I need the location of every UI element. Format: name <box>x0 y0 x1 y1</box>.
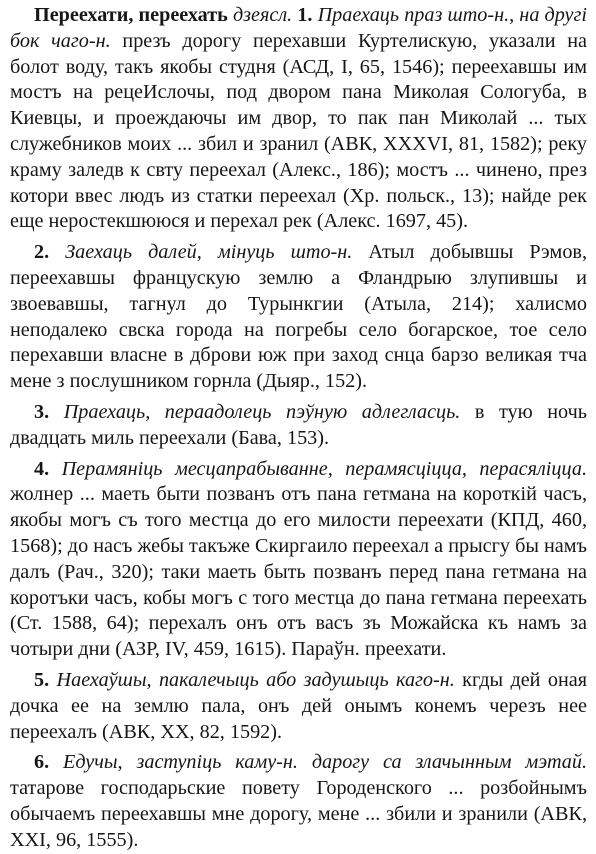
sense-citations: Атыл добывшы Рэмов, переехавшы францускую землю а Фландрыю злупившы и звоевавшы, тагнул до Турынкгии (Атыла, 214); халисмо неподалеко свска города на погребы село богарское, тое село перехавши власне в дброви юж при заход снца барзо великая тча мене з послушником горнла (Дыяр., 152). <box>10 241 587 393</box>
sense-citations: жолнер ... маеть быти позванъ отъ пана гетмана на короткій часъ, якобы могъ съ того местца до его милости переехати (КПД, 460, 1568); до насъ жебы такъже Скиргаило переехал а прысгу бы намъ далъ (Рач., 320); таки маеть быть позванъ перед пана гетмана на коротъки часъ, кобы могъ с того местца до пана гетмана переехать (Ст. 1588, 64); перехалъ онъ отъ васъ зъ Можайска къ намъ за чотыри дни (АЗР, IV, 459, 1615). Параўн. преехати. <box>10 483 587 661</box>
sense-number: 5. <box>34 668 50 691</box>
sense-citations: в тую ночь двадцать миль переехали (Бава, 153). <box>10 400 587 449</box>
dictionary-entry-sense-2 <box>10 240 587 395</box>
dictionary-entry-sense-4 <box>10 457 587 663</box>
sense-citations: татарове господарьские повету Городенского ... розбойнымъ обычаемъ переехавшы мне дорогу, мене ... збили и зранили (АВК, XXI, 96, 1555). <box>10 777 587 851</box>
sense-definition: Заехаць далей, мінуць што-н. <box>65 241 353 264</box>
sense-number: 1. <box>297 4 313 26</box>
sense-definition: Наехаўшы, пакалечыць або задушыць каго-н. <box>56 668 455 691</box>
dictionary-entry-sense-1 <box>10 3 587 235</box>
sense-number: 3. <box>34 400 50 423</box>
sense-citations: кгды дей оная дочка ее на землю пала, онъ дей онымъ конемъ черезъ нее переехалъ (АВК, XX, 82, 1592). <box>10 668 588 743</box>
sense-citations: презъ дорогу перехавши Куртелискую, указали на болот воду, такъ якобы студня (АСД, I, 65, 1546); переехавшы им мостъ на рецеИслочы, под двором пана Миколая Сологуба, в Киевцы, и проеждаючы им двор, то пак пан Миколай ... тых служебников моих ... збил и зранил (АВК, XXXVI, 81, 1582); реку краму заледв к свту переехал (Алекс., 186); мостъ ... чинено, през котори ввес людъ из статки переехал (Хр. польск., 13); найде рек еще неростекшююся и перехал рек (Алекс. 1697, 45). <box>10 29 588 233</box>
dictionary-entry-sense-6 <box>10 750 587 853</box>
dictionary-entry-sense-5 <box>10 668 587 745</box>
sense-definition: Перамяніць месцапрабыванне, перамясціцца, перасяліцца. <box>61 457 587 480</box>
sense-definition: Едучы, заступіць каму-н. дарогу са злачынным мэтай. <box>63 751 587 774</box>
entry-headword: Переехати, переехать <box>34 4 228 26</box>
sense-definition: Праехаць, пераадолець пэўную адлегласць. <box>63 400 461 423</box>
sense-number: 4. <box>34 457 50 480</box>
part-of-speech: дзеясл. <box>232 4 293 26</box>
dictionary-entry-sense-3 <box>10 400 587 452</box>
sense-number: 2. <box>34 241 50 264</box>
sense-definition: Праехаць праз што-н., на другі бок чаго-н. <box>10 4 588 52</box>
sense-number: 6. <box>34 751 50 774</box>
